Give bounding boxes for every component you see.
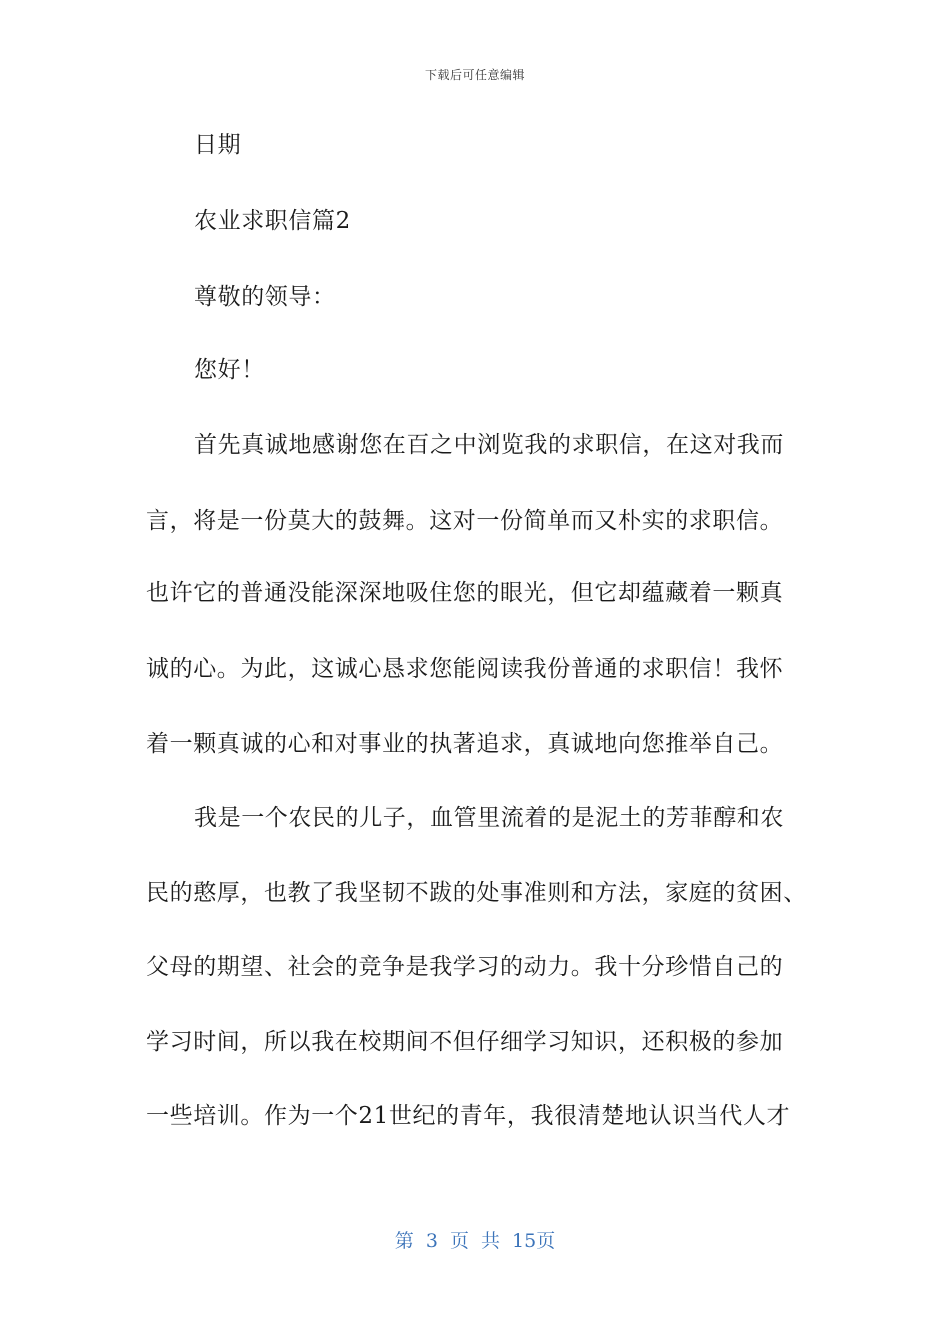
paragraph-line: 学习时间，所以我在校期间不但仔细学习知识，还积极的参加 bbox=[146, 1029, 784, 1055]
header-note: 下载后可任意编辑 bbox=[424, 68, 525, 82]
paragraph-line: 也许它的普通没能深深地吸住您的眼光，但它却蕴藏着一颗真 bbox=[146, 580, 784, 606]
salutation: 尊敬的领导： bbox=[194, 284, 336, 310]
paragraph-line: 诚的心。为此，这诚心恳求您能阅读我份普通的求职信！我怀 bbox=[146, 656, 784, 682]
paragraph-line: 着一颗真诚的心和对事业的执著追求，真诚地向您推举自己。 bbox=[146, 731, 784, 757]
paragraph-line: 言，将是一份莫大的鼓舞。这对一份简单而又朴实的求职信。 bbox=[146, 508, 784, 534]
section-title: 农业求职信篇2 bbox=[194, 208, 351, 234]
greeting: 您好！ bbox=[194, 357, 265, 383]
paragraph-line: 首先真诚地感谢您在百之中浏览我的求职信，在这对我而 bbox=[194, 432, 784, 458]
date-label: 日期 bbox=[194, 132, 242, 158]
paragraph-line: 父母的期望、社会的竞争是我学习的动力。我十分珍惜自己的 bbox=[146, 954, 784, 980]
paragraph-line: 民的憨厚，也教了我坚韧不跋的处事准则和方法，家庭的贫困、 bbox=[146, 880, 807, 906]
paragraph-line: 我是一个农民的儿子，血管里流着的是泥土的芳菲醇和农 bbox=[194, 805, 784, 831]
page-indicator: 第 3 页 共 15页 bbox=[394, 1230, 556, 1252]
paragraph-line: 一些培训。作为一个21世纪的青年，我很清楚地认识当代人才 bbox=[146, 1103, 791, 1129]
